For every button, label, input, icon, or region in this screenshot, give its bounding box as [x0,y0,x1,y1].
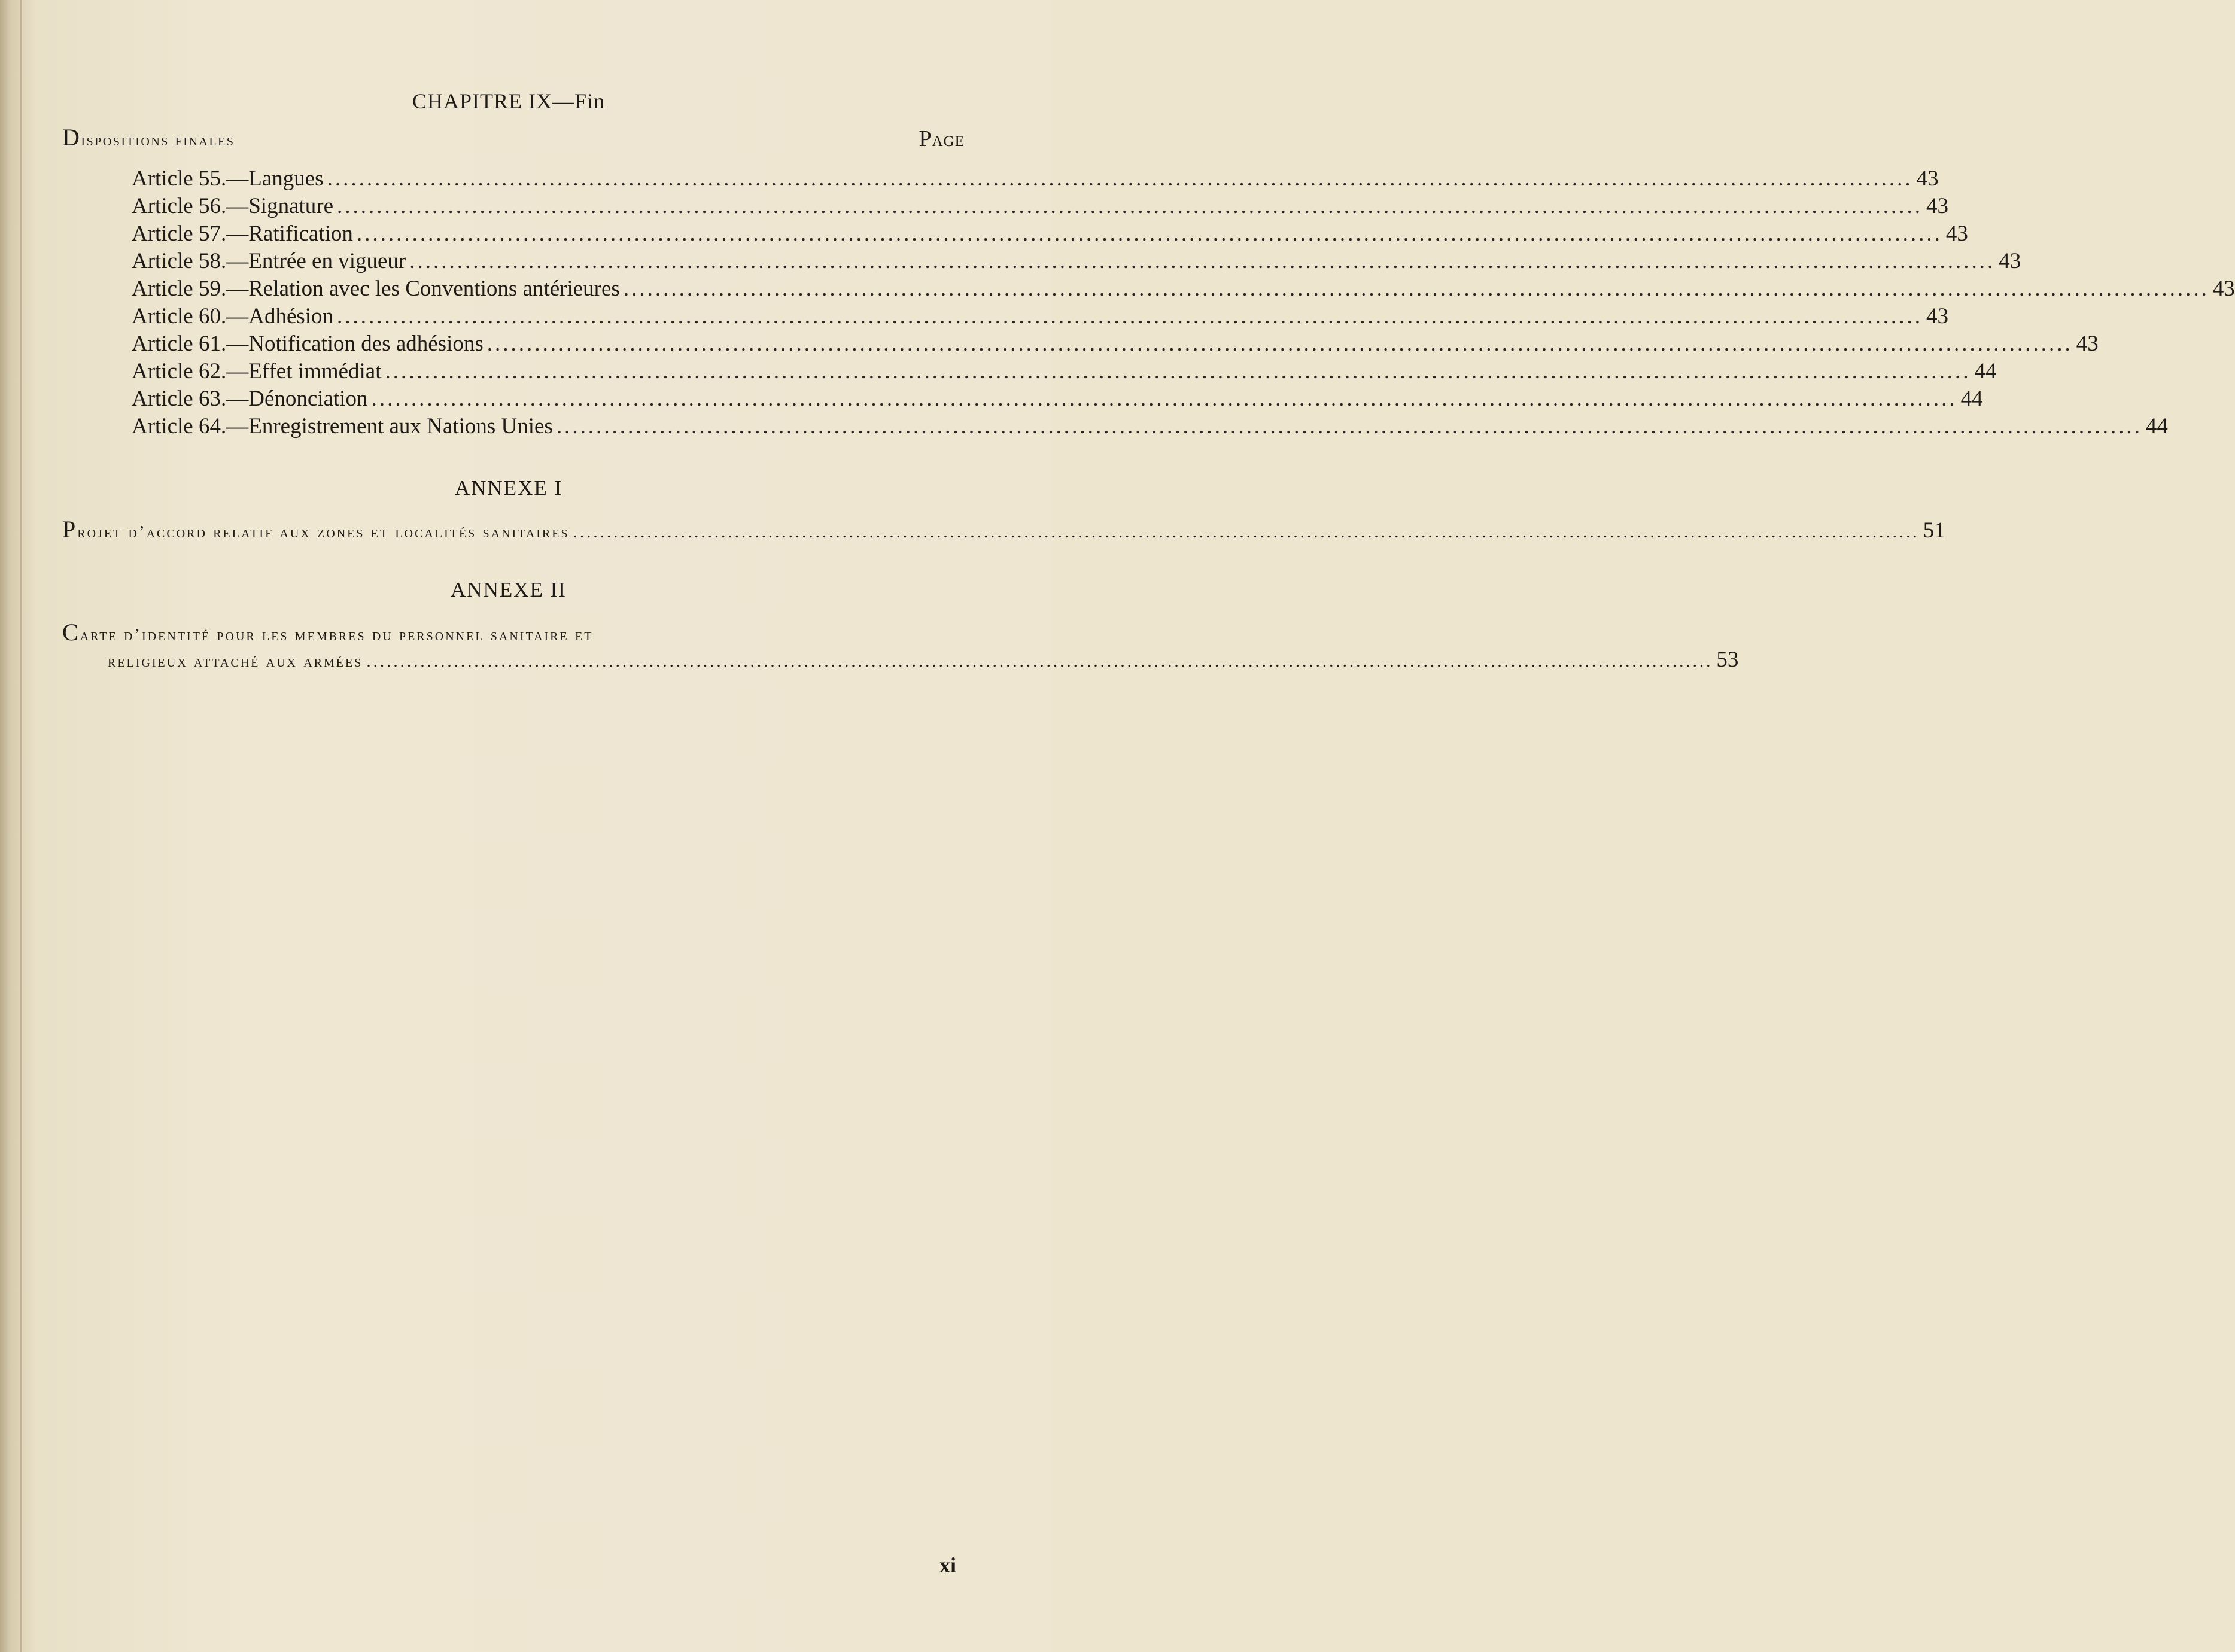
entry-label: Article 55.—Langues [132,166,324,191]
entry-label: Article 62.—Effet immédiat [132,359,382,384]
toc-entry [132,330,2099,358]
entry-label: Article 61.—Notification des adhésions [132,331,484,356]
annex-2-page: 53 [1716,647,1739,672]
annex-1-page: 51 [1923,518,1945,543]
section-heading [62,123,235,151]
toc-entry [132,193,1949,220]
toc-entry [132,358,1997,385]
dot-leader: ........................................................................................................................................................................................................ [623,276,2209,301]
toc-entry [132,220,1968,248]
annex-2-entry-label-line1 [62,619,593,649]
annex-1-title: ANNEXE I [454,476,563,500]
toc-entry [132,275,2235,303]
entry-label: Article 57.—Ratification [132,221,353,246]
dot-leader: ........................................................................................................................................................................................................ [337,194,1923,218]
page-column-label-text: age [932,127,965,151]
entry-page: 43 [1916,166,1939,191]
toc-entry [132,385,1983,413]
toc-entry [132,303,1949,330]
entry-label: Article 58.—Entrée en vigueur [132,249,406,273]
entry-page: 44 [2145,414,2168,439]
entry-page: 44 [1974,359,1997,384]
entry-page: 43 [1945,221,1968,246]
annex-1-entry [62,516,1945,543]
dot-leader: ........................................................................................................................................................................................................ [385,359,1971,384]
page-folio: xi [939,1553,957,1577]
dot-leader: ........................................................................................................................................................................................................ [327,166,1913,191]
annex-2-title: ANNEXE II [451,578,567,601]
annex-1-entry-initial: P [62,516,78,543]
dot-leader: ........................................................................................................................................................................................................ [409,249,1996,273]
entry-page: 43 [1926,304,1949,328]
section-heading-text: ispositions finales [81,130,235,150]
chapter-heading: CHAPITRE IX—Fin [412,89,606,113]
dot-leader: ........................................................................................................................................................................................................ [556,414,2142,439]
toc-entry [132,165,1939,193]
annex-1-entry-label [62,516,570,546]
dot-leader: ........................................................................................................................................................................................................ [573,522,1920,541]
page-column-label [919,126,965,152]
dot-leader: ........................................................................................................................................................................................................ [337,304,1923,328]
entry-label: Article 56.—Signature [132,194,334,218]
entry-page: 43 [1926,194,1949,218]
entry-page: 43 [1999,249,2021,273]
entry-page: 43 [2212,276,2235,301]
dot-leader: ........................................................................................................................................................................................................ [486,331,2073,356]
dot-leader: ........................................................................................................................................................................................................ [366,652,1713,671]
entry-label: Article 59.—Relation avec les Conventions antérieures [132,276,620,301]
annex-2-entry-initial: C [62,619,80,646]
section-heading-initial: D [62,124,81,151]
entry-page: 43 [2076,331,2099,356]
dot-leader: ........................................................................................................................................................................................................ [371,387,1957,411]
entry-label: Article 60.—Adhésion [132,304,334,328]
annex-2-entry [62,619,1739,674]
entry-label: Article 63.—Dénonciation [132,387,368,411]
entry-label: Article 64.—Enregistrement aux Nations Unies [132,414,553,439]
toc-entry [132,248,2021,275]
annex-2-entry-text-line2: religieux attaché aux armées [108,652,363,671]
annex-2-entry-text-line1: arte d’identité pour les membres du personnel sanitaire et [80,625,594,644]
page-gutter-shadow [20,0,22,1652]
entry-page: 44 [1960,387,1983,411]
toc-entry [132,413,2168,440]
annex-1-entry-text: rojet d’accord relatif aux zones et localités sanitaires [77,522,570,541]
dot-leader: ........................................................................................................................................................................................................ [356,221,1942,246]
page-column-label-initial: P [919,126,932,151]
toc-article-list [132,165,2235,440]
